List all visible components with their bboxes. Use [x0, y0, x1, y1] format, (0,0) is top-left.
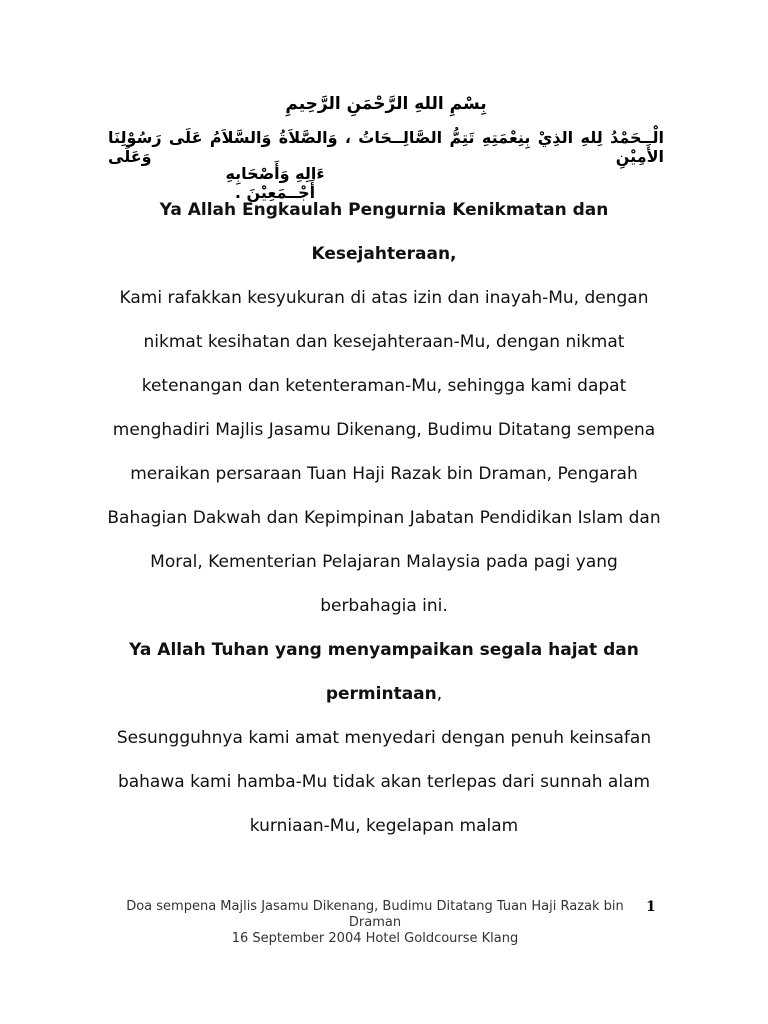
arabic-closing-line: ءَالِهِ وَأَصْحَابِهِ أَجْــمَعِيْنَ .	[225, 164, 325, 202]
page-number: 1	[646, 899, 656, 915]
prayer-paragraph-1: Kami rafakkan kesyukuran di atas izin dan inayah-Mu, dengan nikmat kesihatan dan kesejahteraan-Mu, dengan nikmat ketenangan dan ketenteraman-Mu, sehingga kami dapat menghadiri Majlis Jasamu Dikenang, Budimu Ditatang sempena meraikan persaraan Tuan Haji Razak bin Draman, Pengarah Bahagian Dakwah dan Kepimpinan Jabatan Pendidikan Islam dan Moral, Kementerian Pelajaran Malaysia pada pagi yang berbahagia ini.	[107, 288, 661, 616]
prayer-heading-2-tail: ,	[436, 684, 443, 704]
prayer-paragraph-2: Sesungguhnya kami amat menyedari dengan penuh keinsafan bahawa kami hamba-Mu tidak akan terlepas dari sunnah alam kurniaan-Mu, kegelapan malam	[116, 728, 652, 836]
footer-date-venue: 16 September 2004 Hotel Goldcourse Klang	[231, 931, 519, 946]
arabic-basmala: بِسْمِ اللهِ الرَّحْمَنِ الرَّحِيمِ	[285, 94, 487, 114]
page-footer	[110, 899, 640, 947]
prayer-heading-1: Ya Allah Engkaulah Pengurnia Kenikmatan dan Kesejahteraan,	[159, 200, 609, 264]
prayer-body	[100, 188, 668, 848]
prayer-heading-2-bold: Ya Allah Tuhan yang menyampaikan segala hajat dan permintaan	[129, 640, 639, 704]
footer-event-title: Doa sempena Majlis Jasamu Dikenang, Budimu Ditatang Tuan Haji Razak bin Draman	[126, 899, 624, 930]
arabic-opening-line: الْــحَمْدُ لِلهِ الذِيْ بِنِعْمَتِهِ تَتِمُّ الصَّالِــحَاتُ ، وَالصَّلاَةُ وَالسَّلاَمُ عَلَى رَسُوْلِنَا الأَمِيْنِ وَعَلَى	[108, 128, 664, 166]
prayer-heading-2	[100, 628, 668, 716]
